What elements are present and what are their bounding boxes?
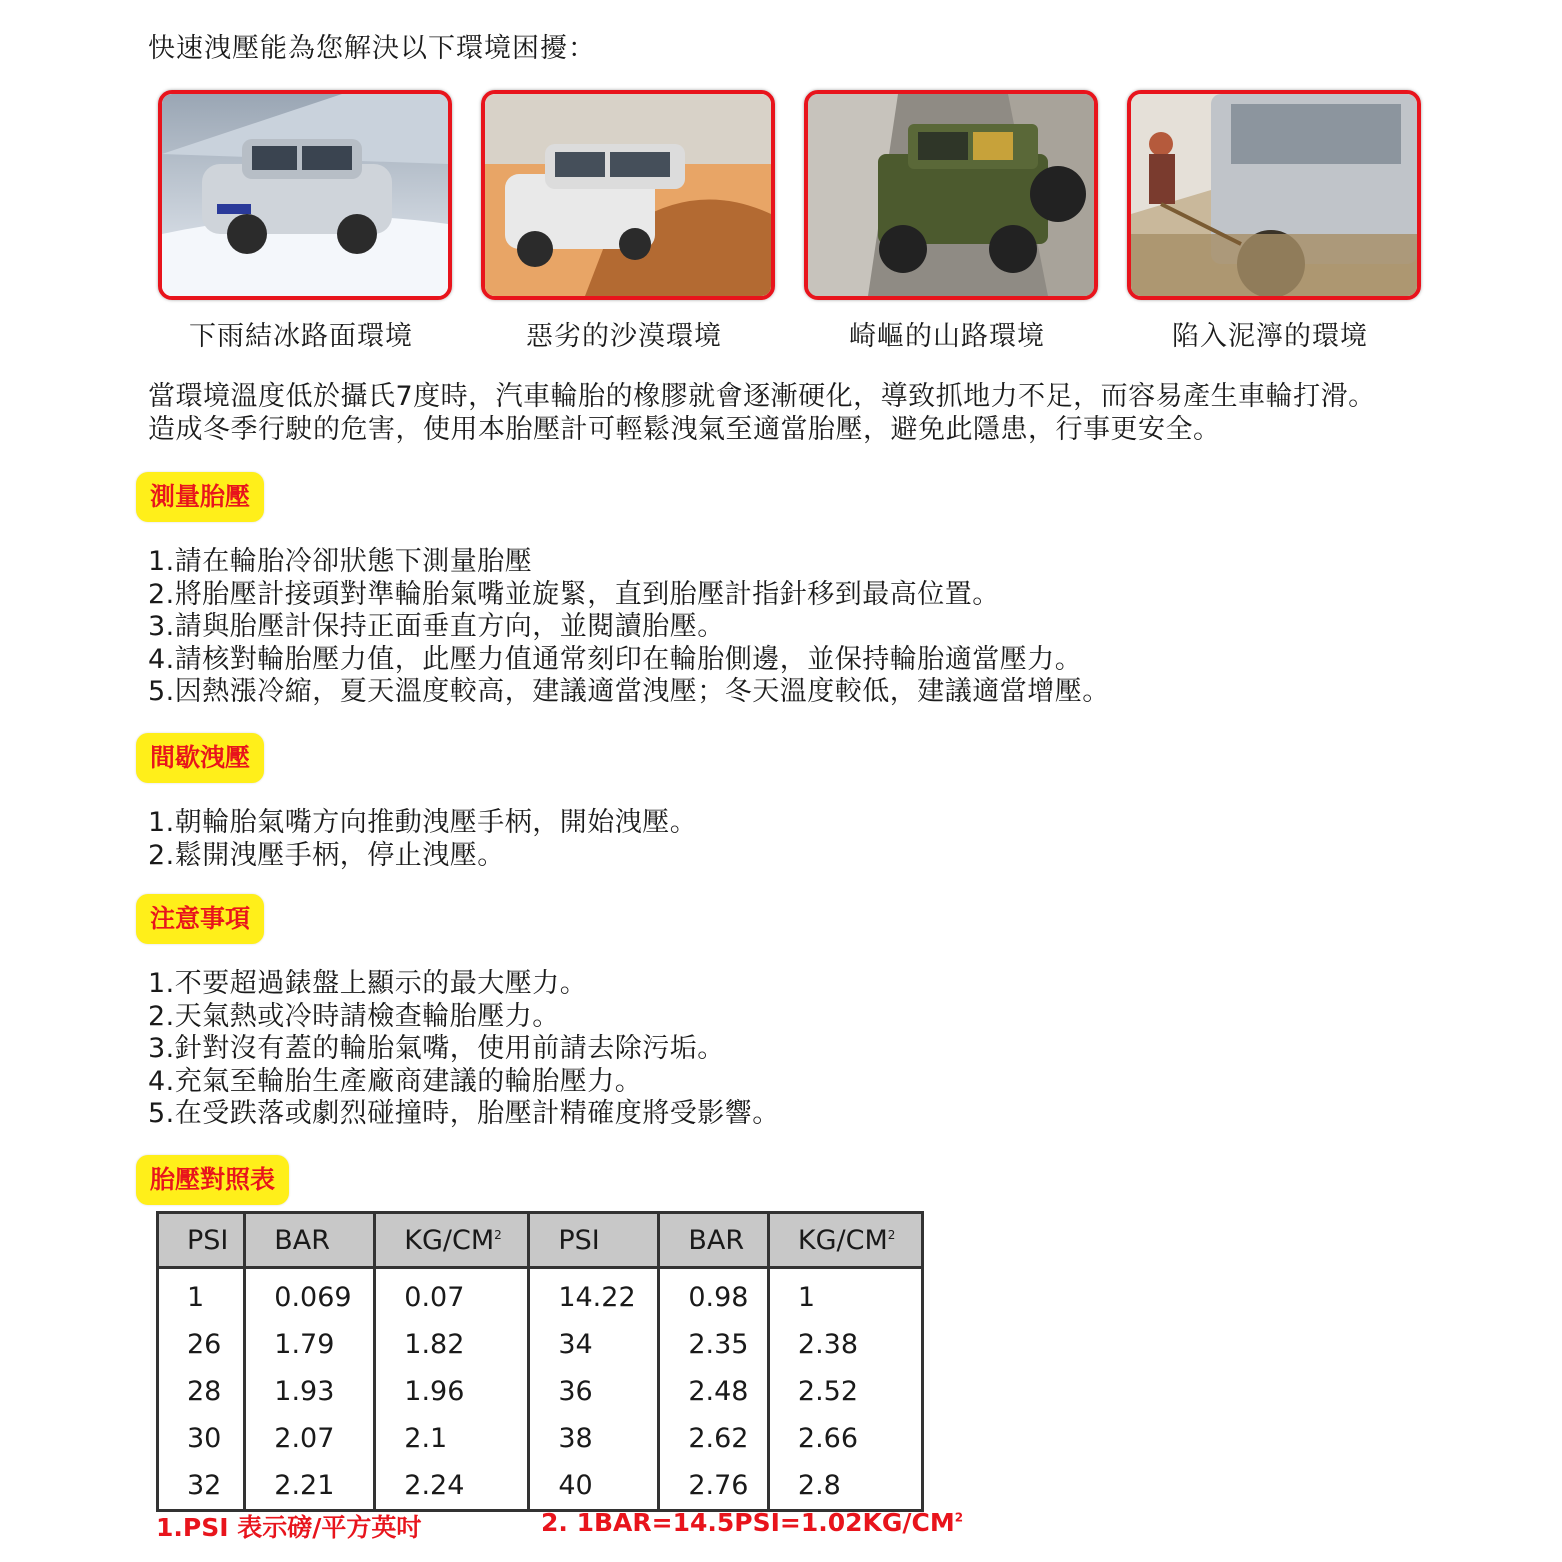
table-cell: 2.52 xyxy=(768,1368,922,1415)
table-cell: 2.66 xyxy=(768,1415,922,1462)
description-line: 當環境溫度低於攝氏7度時，汽車輪胎的橡膠就會逐漸硬化，導致抓地力不足，而容易產生車輪打滑。 xyxy=(148,381,1376,412)
list-item: 3.請與胎壓計保持正面垂直方向，並閱讀胎壓。 xyxy=(148,611,725,642)
table-cell: 2.24 xyxy=(375,1462,529,1511)
footnote-conversion: 2. $1BAR=14.5PSI=1.02KG/CM^2$ xyxy=(541,1508,964,1537)
table-cell: 28 xyxy=(158,1368,245,1415)
table-cell: 1 xyxy=(158,1268,245,1322)
caption-mud: 陷入泥濘的環境 xyxy=(1172,321,1368,352)
footnote-psi: 1.PSI 表示磅/平方英吋 xyxy=(156,1513,422,1542)
list-item: 1.不要超過錶盤上顯示的最大壓力。 xyxy=(148,968,588,999)
table-cell: 2.38 xyxy=(768,1321,922,1368)
list-item: 2.鬆開洩壓手柄，停止洩壓。 xyxy=(148,839,505,871)
table-cell: 34 xyxy=(529,1321,659,1368)
header-bar: BAR xyxy=(659,1213,769,1268)
table-cell: 1 xyxy=(768,1268,922,1322)
table-cell: 2.62 xyxy=(659,1415,769,1462)
table-cell: 26 xyxy=(158,1321,245,1368)
section-title-table: 胎壓對照表 xyxy=(136,1155,289,1205)
list-item: 1.請在輪胎冷卻狀態下測量胎壓 xyxy=(148,546,533,577)
table-cell: 36 xyxy=(529,1368,659,1415)
table-row xyxy=(158,1368,923,1415)
section-title-deflate: 間歇洩壓 xyxy=(136,733,264,783)
pressure-conversion-table xyxy=(156,1211,924,1512)
table-cell: 0.98 xyxy=(659,1268,769,1322)
table-cell: 30 xyxy=(158,1415,245,1462)
table-row xyxy=(158,1321,923,1368)
table-cell: 1.79 xyxy=(245,1321,375,1368)
notes-list xyxy=(148,968,780,1131)
table-row xyxy=(158,1268,923,1322)
list-item: 4.充氣至輪胎生產廠商建議的輪胎壓力。 xyxy=(148,1065,643,1097)
table-cell: 40 xyxy=(529,1462,659,1511)
table-cell: 2.48 xyxy=(659,1368,769,1415)
caption-desert: 惡劣的沙漠環境 xyxy=(526,321,722,352)
mud-stuck-car-photo xyxy=(1127,90,1421,300)
table-cell: 38 xyxy=(529,1415,659,1462)
list-item: 2.天氣熱或冷時請檢查輪胎壓力。 xyxy=(148,1000,560,1032)
caption-mountain: 崎嶇的山路環境 xyxy=(849,321,1045,352)
header-kgcm2: $KG/CM^2$ xyxy=(375,1213,529,1268)
table-cell: 2.76 xyxy=(659,1462,769,1511)
table-row xyxy=(158,1462,923,1511)
table-cell: 2.8 xyxy=(768,1462,922,1511)
measure-list xyxy=(148,546,1110,709)
intro-text: 快速洩壓能為您解決以下環境困擾： xyxy=(148,33,596,64)
mountain-road-jeep-photo xyxy=(804,90,1098,300)
list-item: 4.請核對輪胎壓力值，此壓力值通常刻印在輪胎側邊，並保持輪胎適當壓力。 xyxy=(148,643,1083,675)
table-cell: 1.96 xyxy=(375,1368,529,1415)
list-item: 1.朝輪胎氣嘴方向推動洩壓手柄，開始洩壓。 xyxy=(148,807,698,838)
table-cell: 2.07 xyxy=(245,1415,375,1462)
table-cell: 1.93 xyxy=(245,1368,375,1415)
header-bar: BAR xyxy=(245,1213,375,1268)
snow-road-car-photo xyxy=(158,90,452,300)
table-header-row xyxy=(158,1213,923,1268)
caption-snow: 下雨結冰路面環境 xyxy=(189,321,413,352)
table-cell: 2.35 xyxy=(659,1321,769,1368)
table-cell: 2.21 xyxy=(245,1462,375,1511)
deflate-list xyxy=(148,807,697,872)
table-cell: 32 xyxy=(158,1462,245,1511)
header-psi: PSI xyxy=(529,1213,659,1268)
description xyxy=(148,380,1376,446)
table-cell: 0.069 xyxy=(245,1268,375,1322)
table-cell: 0.07 xyxy=(375,1268,529,1322)
table-cell: 1.82 xyxy=(375,1321,529,1368)
table-row xyxy=(158,1415,923,1462)
list-item: 5.因熱漲冷縮，夏天溫度較高，建議適當洩壓；冬天溫度較低，建議適當增壓。 xyxy=(148,676,1110,707)
section-title-notes: 注意事項 xyxy=(136,894,264,944)
table-cell: 14.22 xyxy=(529,1268,659,1322)
section-title-measure: 測量胎壓 xyxy=(136,472,264,522)
header-psi: PSI xyxy=(158,1213,245,1268)
table-cell: 2.1 xyxy=(375,1415,529,1462)
description-line: 造成冬季行駛的危害，使用本胎壓計可輕鬆洩氣至適當胎壓，避免此隱患，行事更安全。 xyxy=(148,414,1221,445)
list-item: 5.在受跌落或劇烈碰撞時，胎壓計精確度將受影響。 xyxy=(148,1098,780,1129)
list-item: 3.針對沒有蓋的輪胎氣嘴，使用前請去除污垢。 xyxy=(148,1033,725,1064)
list-item: 2.將胎壓計接頭對準輪胎氣嘴並旋緊，直到胎壓計指針移到最高位置。 xyxy=(148,578,1000,610)
desert-car-photo xyxy=(481,90,775,300)
header-kgcm2: $KG/CM^2$ xyxy=(768,1213,922,1268)
